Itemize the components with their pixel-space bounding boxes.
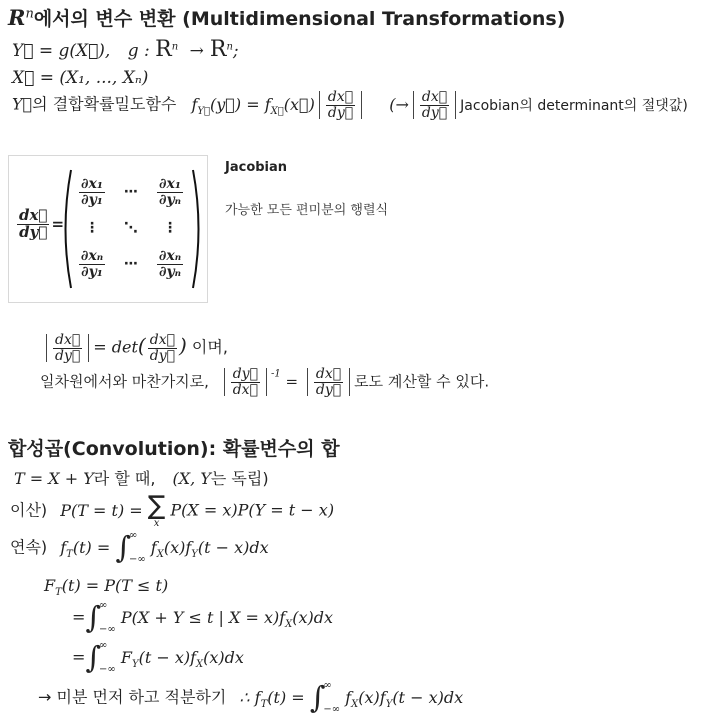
upper-limit: ∞ (323, 680, 332, 691)
mapping-sup2: n (226, 41, 233, 53)
det-suffix: 이며, (191, 337, 228, 357)
cl-end: (t) = (72, 537, 111, 557)
x-vector-line: X⃗ = (X₁, ..., Xₙ) (12, 68, 149, 88)
cell-num: ∂xₙ (158, 247, 182, 264)
integral-sign: ∫ (115, 530, 131, 566)
det-paren-close: ) (179, 333, 187, 358)
jacobian-lhs (15, 208, 64, 241)
jacobian-label: Jacobian (225, 160, 288, 175)
inverse-eq: = (285, 372, 299, 391)
inverse-num2: dx⃗ (314, 367, 343, 383)
cl-f: f (60, 537, 67, 557)
section1-title (8, 4, 565, 31)
upper-limit: ∞ (99, 640, 108, 651)
continuous-lhs (60, 537, 111, 560)
det-frac (53, 333, 82, 363)
title-math-R: R (8, 5, 26, 30)
continuous-label: 연속) (10, 537, 48, 557)
jacobian-lhs-den: dy⃗ (19, 222, 48, 241)
inverse-pow: -1 (271, 368, 281, 380)
joint-note-frac (420, 90, 449, 120)
joint-frac-num: dx⃗ (326, 90, 355, 106)
joint-note-arrow: (→ (389, 94, 409, 114)
abs-bar (46, 334, 47, 362)
mapping-g: g : (127, 41, 156, 61)
cell-den: ∂y₁ (81, 263, 103, 280)
title-text: 에서의 변수 변환 (Multidimensional Transformations) (33, 8, 566, 30)
upper-limit: ∞ (99, 600, 108, 611)
abs-bar (307, 368, 308, 396)
cell-den: ∂yₙ (158, 263, 182, 280)
cdf2-eq: = (72, 607, 86, 627)
joint-expr-end: (x⃗) (283, 94, 315, 114)
jacobian-cell-1n (157, 177, 183, 207)
discrete-lhs: P(T = t) = (60, 500, 143, 520)
joint-note-den: dy⃗ (421, 104, 448, 121)
conv-def-text2: 는 독립) (210, 469, 269, 488)
mapping-end: ; (232, 41, 239, 61)
cdf-line2 (72, 600, 333, 636)
mapping-arrow: → (189, 41, 204, 61)
jacobian-hdots: ⋯ (124, 256, 138, 272)
integral-sign: ∫ (85, 600, 102, 636)
jacobian-eq: = (51, 214, 65, 233)
cell-num: ∂x₁ (81, 175, 103, 192)
cdf-subT: T (55, 587, 62, 599)
integral-limits (99, 640, 116, 676)
cdf2-end: (x)dx (292, 607, 334, 627)
jacobian-vdots: ⋮ (85, 220, 99, 236)
conv-def-line (14, 466, 269, 489)
jacobian-desc: 가능한 모든 편미분의 행렬식 (225, 203, 389, 218)
cdf-F: F (44, 576, 56, 595)
sum-symbol (148, 493, 166, 529)
discrete-line (10, 493, 334, 529)
cdf2-subX: X (285, 618, 293, 630)
inverse-frac2 (314, 367, 343, 397)
cdf2-body (120, 607, 334, 630)
det-den: dy⃗ (55, 347, 81, 364)
cb-end: (t − x)dx (197, 537, 269, 557)
cdf2-main: P(X + Y ≤ t | X = x)f (120, 607, 286, 627)
upper-limit: ∞ (128, 530, 138, 541)
final-mid: (t) = (267, 687, 305, 707)
mapping-R1: R (155, 37, 172, 62)
inverse-line (40, 367, 489, 397)
joint-note-text: Jacobian의 determinant의 절댓값) (460, 97, 688, 114)
fb-mid: (x)f (358, 687, 386, 707)
joint-expr-f: f (191, 94, 198, 114)
det-line (42, 333, 228, 363)
inverse-den2: dy⃗ (315, 381, 342, 398)
fb-f: f (345, 687, 352, 707)
joint-frac (326, 90, 355, 120)
lower-limit: −∞ (128, 554, 146, 565)
lower-limit: −∞ (323, 704, 341, 715)
cdf3-end: (x)dx (203, 647, 244, 667)
mapping-sup1: n (171, 41, 179, 53)
integral-sign: ∫ (309, 680, 326, 716)
cl-sub: T (66, 548, 73, 560)
cb-subX: X (156, 548, 164, 560)
abs-bar (349, 368, 350, 396)
jacobian-vdots: ⋮ (163, 220, 177, 236)
lower-limit: −∞ (99, 624, 116, 635)
discrete-rhs: P(X = x)P(Y = t − x) (170, 500, 335, 520)
joint-frac-den: dy⃗ (327, 104, 354, 121)
cdf3-subX: X (196, 658, 204, 670)
joint-prefix-var: Y⃗ (12, 94, 33, 114)
det-inner-den: dy⃗ (149, 347, 176, 364)
fb-subY: Y (385, 698, 393, 710)
joint-pdf-line (12, 90, 688, 120)
final-line (38, 680, 463, 716)
cell-den: ∂y₁ (81, 191, 103, 208)
mapping-lhs: Y⃗ = g(X⃗), (12, 41, 111, 61)
integral-limits (99, 600, 116, 636)
joint-expr (191, 94, 315, 117)
conv-def-math: T = X + Y (14, 469, 94, 488)
det-inner-frac (148, 333, 177, 363)
cell-num: ∂x₁ (157, 177, 183, 193)
joint-note (389, 89, 688, 121)
jacobian-ddots: ⋱ (124, 220, 138, 236)
inverse-num1: dy⃗ (232, 366, 258, 382)
cdf3-eq: = (72, 647, 86, 667)
joint-expr-mid: (y⃗) = f (210, 94, 271, 114)
final-lhs (239, 687, 305, 710)
cdf-end: (t) = P(T ≤ t) (61, 576, 169, 595)
abs-bar (319, 91, 320, 119)
joint-expr-sub2: X⃗ (270, 105, 284, 117)
discrete-label: 이산) (10, 500, 48, 520)
abs-bar (224, 368, 225, 396)
inverse-prefix: 일차원에서와 마찬가지로, (40, 372, 209, 391)
joint-note-num: dx⃗ (420, 90, 449, 106)
det-eq: = det (93, 337, 138, 357)
cb-subY: Y (191, 548, 198, 560)
jacobian-image (8, 155, 208, 303)
det-inner-num: dx⃗ (148, 333, 177, 349)
cb-rest: (x)f (163, 537, 192, 557)
lower-limit: −∞ (99, 664, 116, 675)
jacobian-lhs-frac (17, 208, 49, 241)
abs-bar (413, 91, 414, 119)
sum-sigma: ∑ (147, 491, 166, 521)
final-text: → 미분 먼저 하고 적분하기 (38, 687, 227, 707)
conv-def-text: 라 할 때, (93, 469, 156, 488)
fb-subX: X (351, 698, 359, 710)
jacobian-cell-11 (79, 177, 105, 207)
continuous-line (10, 530, 269, 566)
sum-index: x (153, 518, 160, 529)
cdf3-F: F (120, 647, 132, 667)
cdf-line1 (44, 576, 168, 598)
integral-limits (323, 680, 340, 716)
inverse-suffix: 로도 계산할 수 있다. (354, 372, 490, 391)
cdf3-subY: Y (131, 658, 139, 670)
jacobian-cell-n1 (79, 249, 105, 279)
inverse-frac1 (231, 367, 260, 397)
final-therefore: ∴ f (239, 687, 261, 707)
joint-expr-sub: Y⃗ (197, 105, 210, 117)
det-num: dx⃗ (53, 333, 82, 349)
final-body (345, 687, 464, 710)
jacobian-matrix (71, 170, 191, 286)
abs-bar (266, 368, 267, 396)
abs-bar (455, 91, 456, 119)
integral-limits (129, 530, 146, 566)
abs-bar (88, 334, 89, 362)
fb-end: (t − x)dx (392, 687, 464, 707)
jacobian-hdots: ⋯ (124, 184, 138, 200)
jacobian-cell-nn (157, 249, 183, 279)
cell-num: ∂xₙ (80, 247, 104, 264)
det-paren-open: ( (137, 333, 146, 358)
conv-def-math2: (X, Y (172, 469, 211, 488)
joint-prefix-text: 의 결합확률밀도함수 (32, 94, 177, 114)
jacobian-lhs-num: dx⃗ (19, 206, 48, 224)
section2-title: 합성곱(Convolution): 확률변수의 합 (8, 438, 340, 460)
cdf3-body (120, 647, 244, 670)
integral-sign: ∫ (85, 640, 102, 676)
jacobian-right-paren (191, 168, 205, 290)
title-math-sup: n (25, 6, 34, 22)
cdf-line3 (72, 640, 244, 676)
continuous-body (150, 537, 269, 560)
inverse-den1: dx⃗ (232, 381, 258, 398)
cb-f: f (150, 537, 157, 557)
cell-den: ∂yₙ (158, 191, 182, 208)
cdf3-mid: (t − x)f (138, 647, 197, 667)
mapping-R2: R (209, 37, 227, 62)
abs-bar (361, 91, 362, 119)
mapping-line (12, 37, 239, 62)
final-subT: T (260, 698, 268, 710)
